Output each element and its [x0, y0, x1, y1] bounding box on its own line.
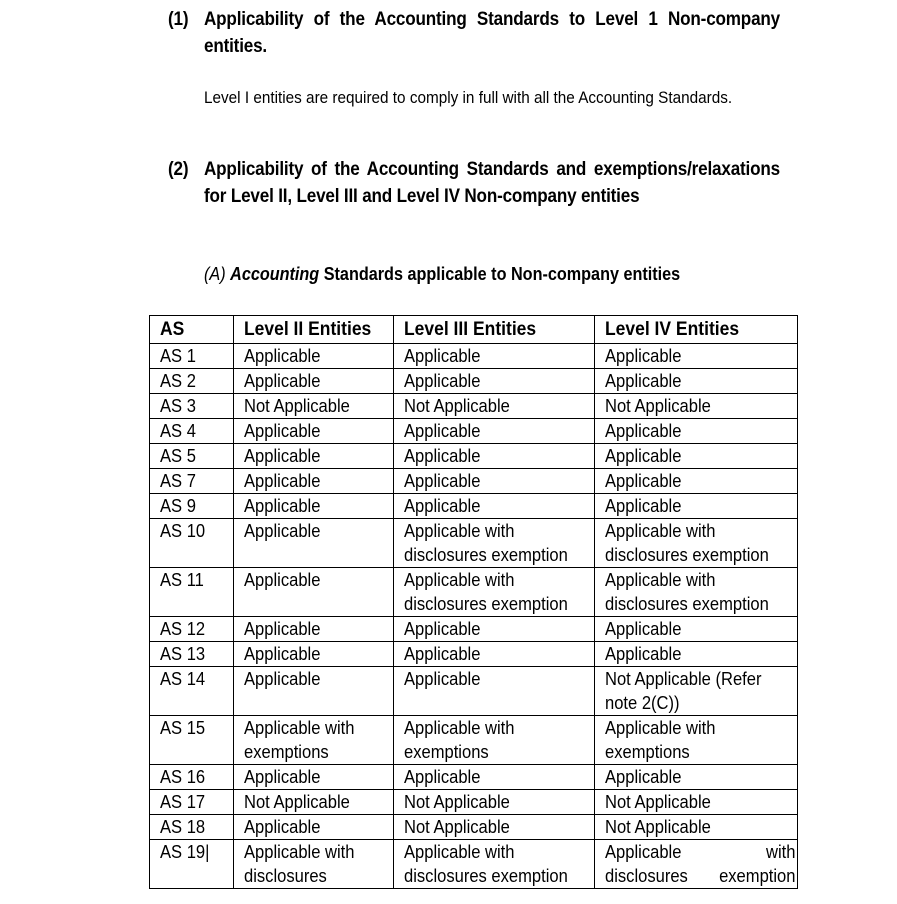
level-3-cell: Applicable [393, 765, 595, 790]
level-3-cell: Applicable with disclosures exemption [393, 840, 595, 889]
section-2-heading [168, 157, 780, 210]
table-row [150, 394, 798, 419]
level-4-cell: Applicable [595, 369, 798, 394]
table-row [150, 790, 798, 815]
level-4-cell: Applicable [595, 494, 798, 519]
table-row [150, 344, 798, 369]
table-row [150, 469, 798, 494]
level-4-cell: Applicable [595, 642, 798, 667]
as-cell: AS 13 [150, 642, 234, 667]
level-3-cell: Applicable [393, 617, 595, 642]
section-2-title: Applicability of the Accounting Standards and exemptions/relaxations for Level II, Level III and Level IV Non-company entities [204, 159, 780, 207]
level-2-cell: Applicable [233, 815, 393, 840]
header-level-4: Level IV Entities [595, 316, 798, 344]
level-4-cell: Applicable [595, 469, 798, 494]
level-4-cell: Applicable with disclosures exemption [595, 568, 798, 617]
table-body [150, 344, 798, 889]
as-cell: AS 12 [150, 617, 234, 642]
as-cell: AS 1 [150, 344, 234, 369]
table-header-row [150, 316, 798, 344]
level-2-cell: Not Applicable [233, 394, 393, 419]
level-2-cell: Applicable [233, 519, 393, 568]
as-cell: AS 10 [150, 519, 234, 568]
header-level-2: Level II Entities [233, 316, 393, 344]
table-row [150, 667, 798, 716]
as-cell: AS 3 [150, 394, 234, 419]
section-1-title: Applicability of the Accounting Standards to Level 1 Non-company entities. [204, 9, 780, 57]
level-2-cell: Applicable [233, 642, 393, 667]
level-4-cell: Applicable with exemptions [595, 716, 798, 765]
table-row [150, 716, 798, 765]
as-cell: AS 17 [150, 790, 234, 815]
as-cell: AS 11 [150, 568, 234, 617]
section-1-paragraph: Level I entities are required to comply in full with all the Accounting Standards. [204, 88, 733, 107]
table-row [150, 617, 798, 642]
level-2-cell: Applicable [233, 568, 393, 617]
table-row [150, 840, 798, 889]
level-3-cell: Applicable [393, 667, 595, 716]
level-2-cell: Applicable with exemptions [233, 716, 393, 765]
table-row [150, 419, 798, 444]
level-3-cell: Applicable with disclosures exemption [393, 568, 595, 617]
level-3-cell: Applicable [393, 444, 595, 469]
level-4-cell: Not Applicable [595, 394, 798, 419]
subsection-a-heading [204, 262, 680, 286]
level-4-cell: Applicable [595, 444, 798, 469]
table-row [150, 369, 798, 394]
level-4-cell: Applicable [595, 617, 798, 642]
level-2-cell: Applicable [233, 344, 393, 369]
level-2-cell: Applicable with disclosures [233, 840, 393, 889]
header-as: AS [150, 316, 234, 344]
subsection-a-marker: (A) [204, 264, 226, 284]
level-2-cell: Applicable [233, 494, 393, 519]
section-2-number: (2) [168, 159, 189, 180]
level-4-cell: Applicable with disclosures exemption [595, 840, 798, 889]
as-cell: AS 5 [150, 444, 234, 469]
header-level-3: Level III Entities [393, 316, 595, 344]
level-2-cell: Applicable [233, 617, 393, 642]
level-4-cell: Not Applicable [595, 790, 798, 815]
table-row [150, 494, 798, 519]
level-3-cell: Applicable [393, 369, 595, 394]
level-4-cell: Applicable [595, 344, 798, 369]
section-1-heading [168, 7, 780, 60]
level-4-cell: Applicable [595, 419, 798, 444]
as-cell: AS 2 [150, 369, 234, 394]
as-cell: AS 4 [150, 419, 234, 444]
table-row [150, 568, 798, 617]
level-3-cell: Applicable [393, 642, 595, 667]
level-2-cell: Applicable [233, 419, 393, 444]
level-3-cell: Applicable [393, 494, 595, 519]
table-row [150, 519, 798, 568]
level-3-cell: Applicable with disclosures exemption [393, 519, 595, 568]
subsection-a-rest: Standards applicable to Non-company entities [323, 264, 681, 284]
level-2-cell: Applicable [233, 369, 393, 394]
level-3-cell: Not Applicable [393, 394, 595, 419]
table-row [150, 444, 798, 469]
as-cell: AS 7 [150, 469, 234, 494]
as-cell: AS 18 [150, 815, 234, 840]
level-3-cell: Applicable [393, 419, 595, 444]
subsection-a-italic-word: Accounting [230, 264, 320, 284]
section-1-number: (1) [168, 9, 189, 30]
as-cell: AS 15 [150, 716, 234, 765]
accounting-standards-table [149, 315, 798, 889]
as-cell: AS 9 [150, 494, 234, 519]
table-row [150, 815, 798, 840]
level-3-cell: Not Applicable [393, 790, 595, 815]
level-3-cell: Applicable [393, 344, 595, 369]
level-3-cell: Not Applicable [393, 815, 595, 840]
level-3-cell: Applicable [393, 469, 595, 494]
as-cell: AS 14 [150, 667, 234, 716]
level-3-cell: Applicable with exemptions [393, 716, 595, 765]
level-4-cell: Applicable with disclosures exemption [595, 519, 798, 568]
level-2-cell: Applicable [233, 667, 393, 716]
as-cell: AS 19| [150, 840, 234, 889]
table-row [150, 765, 798, 790]
as-cell: AS 16 [150, 765, 234, 790]
level-2-cell: Not Applicable [233, 790, 393, 815]
table-row [150, 642, 798, 667]
level-2-cell: Applicable [233, 444, 393, 469]
level-4-cell: Not Applicable [595, 815, 798, 840]
level-2-cell: Applicable [233, 765, 393, 790]
level-4-cell: Not Applicable (Refer note 2(C)) [595, 667, 798, 716]
level-2-cell: Applicable [233, 469, 393, 494]
level-4-cell: Applicable [595, 765, 798, 790]
